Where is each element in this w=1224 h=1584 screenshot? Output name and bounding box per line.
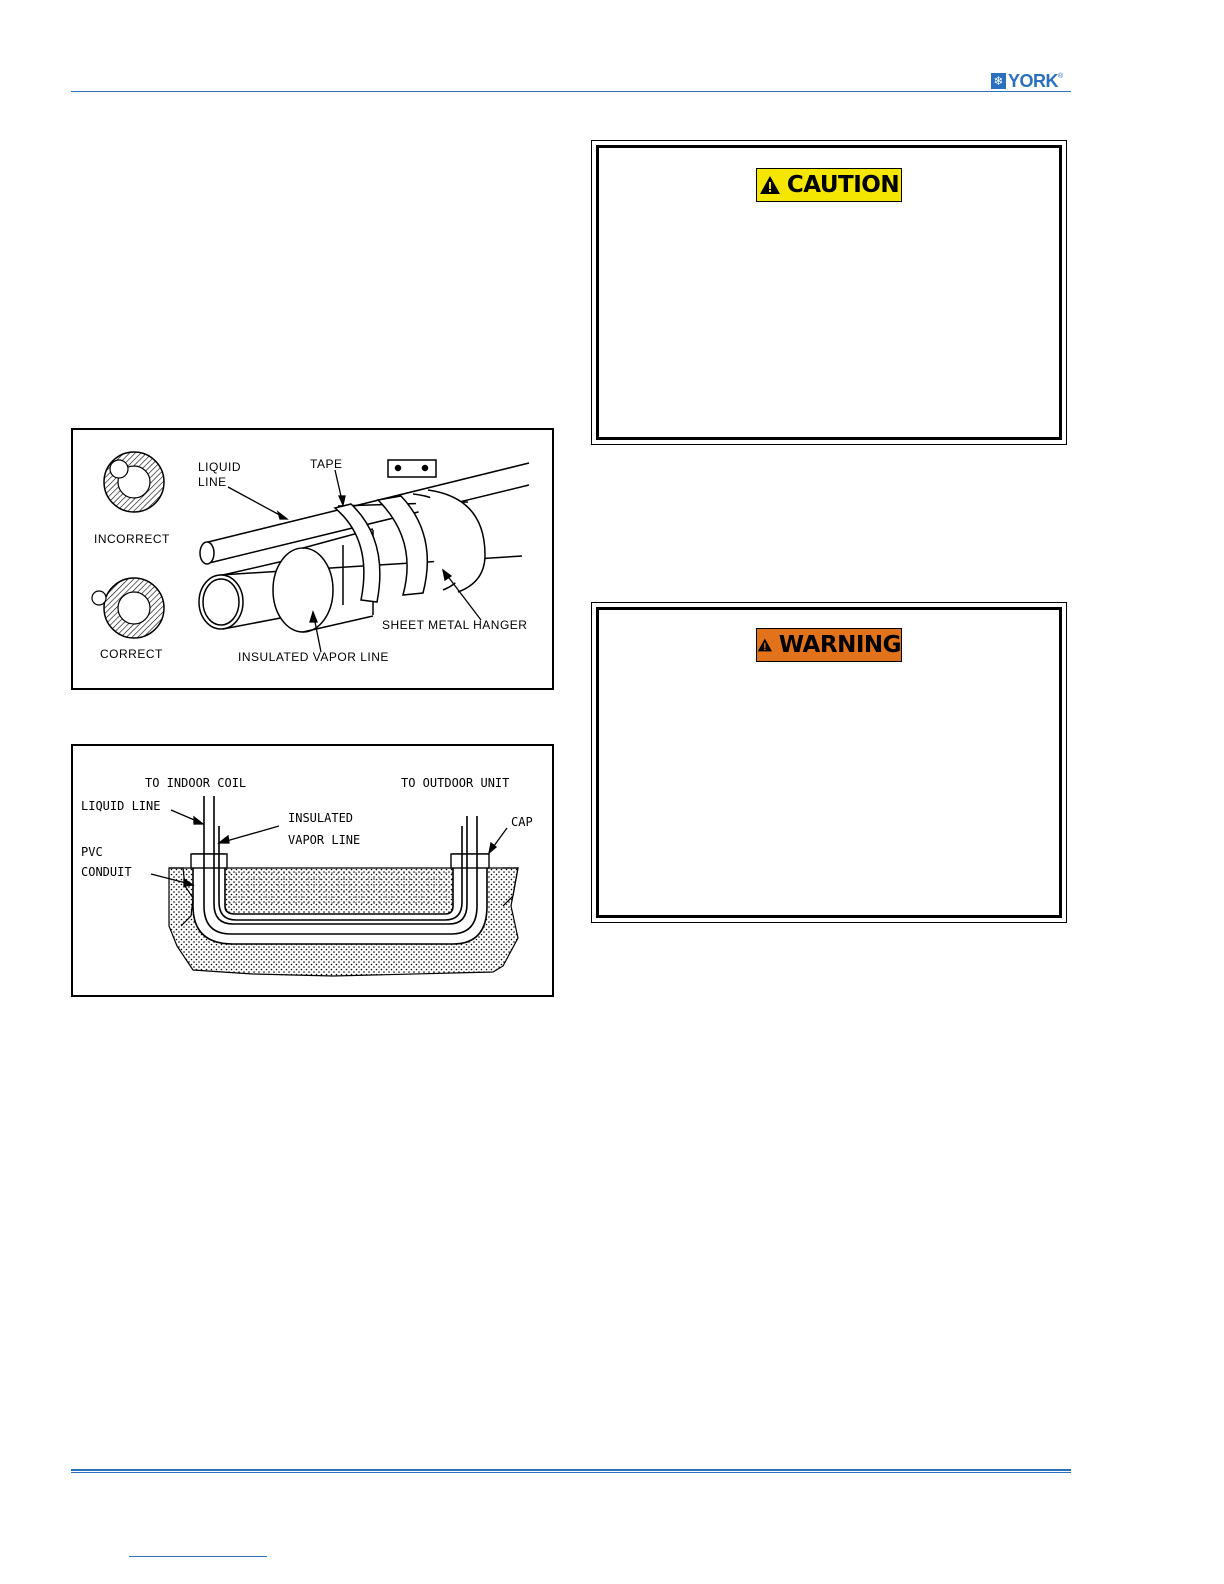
warning-triangle-icon	[757, 635, 773, 655]
label-insulated-vapor-line: INSULATED VAPOR LINE	[238, 650, 389, 664]
footer-rule	[71, 1469, 1071, 1473]
backfill	[223, 868, 458, 906]
label-conduit: CONDUIT	[81, 865, 132, 879]
correct-cross-section	[92, 578, 164, 638]
underground-illustration	[73, 746, 552, 995]
logo-text: YORK	[1008, 71, 1059, 91]
caution-notice	[591, 140, 1067, 445]
label-liquid-line-1: LIQUID	[198, 460, 242, 474]
label-pvc: PVC	[81, 845, 103, 859]
label-tape: TAPE	[310, 457, 343, 471]
sheet-metal-hanger	[378, 460, 485, 595]
warning-triangle-icon	[759, 175, 781, 195]
cap-left	[191, 854, 227, 868]
label-to-indoor-coil: TO INDOOR COIL	[145, 776, 247, 790]
cap-right	[451, 854, 489, 868]
snowflake-icon: ❄	[991, 73, 1006, 89]
figure-underground-installation	[71, 744, 554, 997]
caution-badge	[756, 168, 902, 202]
warning-notice	[591, 602, 1067, 923]
incorrect-cross-section	[104, 452, 164, 512]
york-logo	[991, 71, 1071, 91]
label-to-outdoor-unit: TO OUTDOOR UNIT	[401, 776, 510, 790]
label-cap: CAP	[511, 815, 533, 829]
tape-band	[335, 504, 380, 602]
figure-pipe-hanger	[71, 428, 554, 690]
warning-label: WARNING	[778, 632, 901, 658]
pipe-hanger-illustration	[73, 430, 552, 688]
label-liquid-line: LIQUID LINE	[81, 799, 161, 813]
label-liquid-line-2: LINE	[198, 475, 227, 489]
footer-link-underline	[129, 1556, 267, 1557]
label-incorrect: INCORRECT	[94, 532, 170, 546]
label-sheet-metal-hanger: SHEET METAL HANGER	[382, 618, 528, 632]
logo-trademark: ®	[1058, 73, 1064, 80]
label-insulated: INSULATED	[288, 811, 354, 825]
label-correct: CORRECT	[100, 647, 163, 661]
label-vapor-line: VAPOR LINE	[288, 833, 361, 847]
caution-label: CAUTION	[786, 172, 900, 198]
header-rule	[71, 91, 1071, 92]
warning-badge	[756, 628, 902, 662]
